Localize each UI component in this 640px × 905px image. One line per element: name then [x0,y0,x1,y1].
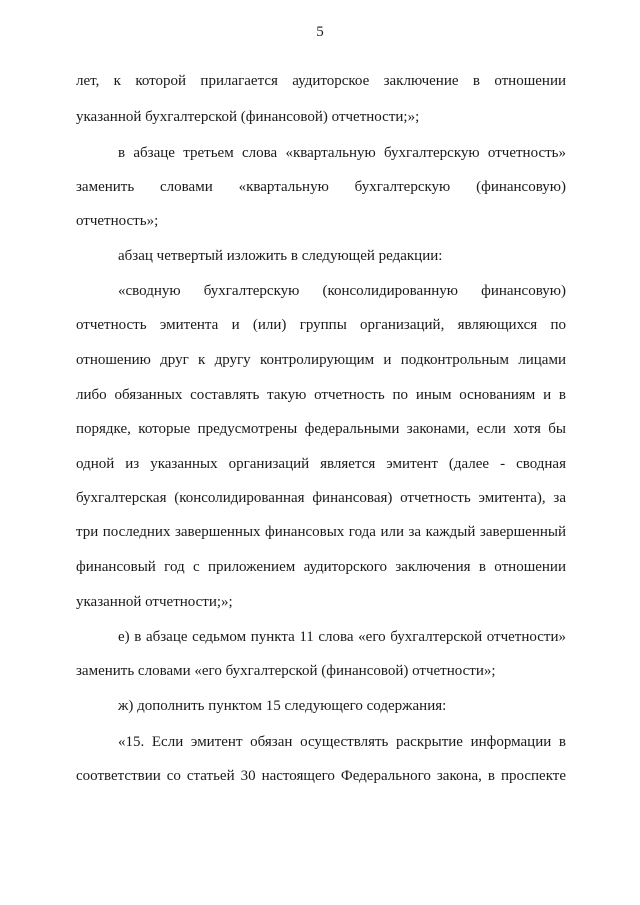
text-line: указанной отчетности;»; [76,594,233,610]
text-line: порядке, которые предусмотрены федеральными законами, если хотя бы [76,421,566,437]
text-line: либо обязанных составлять такую отчетность по иным основаниям и в [76,387,566,403]
page-number: 5 [316,24,324,40]
text-line: финансовый год с приложением аудиторского заключения в отношении [76,559,566,575]
text-line: е) в абзаце седьмом пункта 11 слова «его бухгалтерской отчетности» [118,629,566,645]
text-line: отчетность эмитента и (или) группы организаций, являющихся по [76,317,566,333]
text-line: ж) дополнить пунктом 15 следующего содержания: [118,698,447,714]
text-line: в абзаце третьем слова «квартальную бухгалтерскую отчетность» [118,145,566,161]
text-line: три последних завершенных финансовых года или за каждый завершенный [76,524,566,540]
text-line: абзац четвертый изложить в следующей редакции: [118,248,443,264]
text-line: «15. Если эмитент обязан осуществлять раскрытие информации в [118,734,566,750]
text-line: соответствии со статьей 30 настоящего Федерального закона, в проспекте [76,768,566,784]
text-line: одной из указанных организаций является эмитент (далее - сводная [76,456,566,472]
text-line: бухгалтерская (консолидированная финансовая) отчетность эмитента), за [76,490,566,506]
text-line: заменить словами «квартальную бухгалтерскую (финансовую) [76,179,566,195]
text-line: указанной бухгалтерской (финансовой) отчетности;»; [76,109,420,125]
text-line: заменить словами «его бухгалтерской (финансовой) отчетности»; [76,663,496,679]
text-line: лет, к которой прилагается аудиторское заключение в отношении [76,73,566,89]
text-line: «сводную бухгалтерскую (консолидированную финансовую) [118,283,566,299]
text-line: отношению друг к другу контролирующим и подконтрольным лицами [76,352,566,368]
text-line: отчетность»; [76,213,159,229]
